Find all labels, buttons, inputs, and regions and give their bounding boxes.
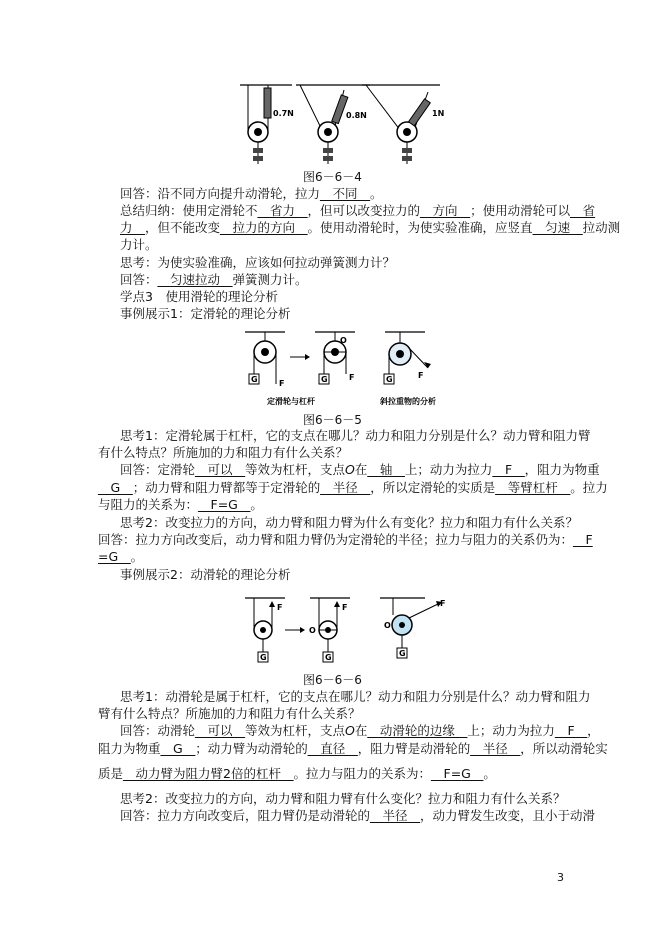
- answer-line-2: [120, 272, 308, 288]
- pivot-symbol: O: [345, 462, 355, 477]
- fig3-g-2: G: [325, 653, 332, 662]
- answer-blank: __动力臂为阻力臂2倍的杠杆__: [123, 766, 294, 781]
- text: 。拉力: [570, 480, 608, 495]
- pivot-symbol: O: [345, 723, 355, 738]
- answer-blank: __G__: [160, 741, 196, 756]
- text: ，: [587, 723, 600, 738]
- fig3-f-2: F: [342, 603, 348, 612]
- think2b-line: 思考2：改变拉力的方向，动力臂和阻力臂有什么变化？拉力和阻力有什么关系？: [120, 791, 566, 806]
- answer-blank: __轴__: [367, 462, 405, 477]
- fig2-f-1: F: [279, 379, 285, 388]
- page-number: 3: [557, 871, 564, 884]
- example-heading-2: 事例展示2：动滑轮的理论分析: [120, 567, 291, 582]
- fig2-f-3: F: [418, 371, 424, 380]
- answer-blank: __可以__: [195, 723, 246, 738]
- text: ，但可以改变拉力的: [307, 203, 421, 218]
- fig3-g-1: G: [260, 653, 267, 662]
- text: 与阻力的关系为：: [98, 497, 199, 512]
- text: 弹簧测力计。: [232, 272, 308, 287]
- text: 。拉力与阻力的关系为：: [293, 766, 431, 781]
- section-heading: 学点3 使用滑轮的理论分析: [120, 289, 278, 304]
- summary-line-3: 力计。: [120, 237, 158, 252]
- figure-6-6-6-caption: 图6－6－6: [303, 673, 362, 687]
- answer-blank: __半径__: [320, 480, 371, 495]
- figure-6-6-5-caption: 图6－6－5: [303, 413, 362, 427]
- answer-line: [120, 186, 383, 202]
- text: 在: [354, 723, 368, 738]
- answer-blank: __F__: [492, 462, 525, 477]
- answer-blank: __F__: [554, 723, 588, 738]
- text: ，动力臂发生改变，且小于动滑: [420, 808, 596, 823]
- answer-line-8: [120, 723, 600, 739]
- text: 上；动力为拉力: [467, 723, 555, 738]
- text: ，阻力为物重: [524, 462, 600, 477]
- text: ；动力臂和阻力臂都等于定滑轮的: [132, 480, 321, 495]
- answer-blank: 力__: [120, 220, 146, 235]
- fig2-label-right: 斜拉重物的分析: [380, 397, 436, 406]
- text: 在: [354, 462, 368, 477]
- text: 回答：拉力方向改变后，动力臂和阻力臂仍为定滑轮的半径；拉力与阻力的关系仍为：: [98, 532, 574, 547]
- text: 。使用动滑轮时，为使实验准确，应竖直: [307, 220, 533, 235]
- fig2-f-2: F: [349, 373, 355, 382]
- fig2-label-left: 定滑轮与杠杆: [267, 397, 315, 406]
- text: ，阻力臂是动滑轮的: [357, 741, 471, 756]
- fig3-o-1: O: [309, 626, 316, 635]
- figure-6-6-4-caption: 图6－6－4: [303, 170, 362, 184]
- text: 回答：沿不同方向提升动滑轮，拉力: [120, 186, 321, 201]
- answer-blank: __可以__: [195, 462, 246, 477]
- fig3-f-3: F: [440, 599, 446, 608]
- fig1-label-2: 0.8N: [346, 111, 367, 120]
- text: ；动力臂为动滑轮的: [195, 741, 308, 756]
- answer-line-3: [120, 462, 600, 478]
- figure-6-6-4: [0, 0, 661, 170]
- answer-blank: __省力__: [257, 203, 308, 218]
- answer-line-6: [98, 532, 593, 548]
- fig3-o-2: O: [384, 621, 391, 630]
- answer-blank: __半径__: [470, 741, 521, 756]
- fig2-g-2: G: [321, 375, 328, 384]
- think1b-line-2: 臂有什么特点？所施加的力和阻力有什么关系？: [98, 706, 361, 721]
- text: 等效为杠杆，支点: [245, 723, 346, 738]
- answer-blank: __F=G__: [198, 497, 251, 512]
- text: 阻力为物重: [98, 741, 161, 756]
- answer-line-11: [120, 808, 595, 824]
- answer-blank: __F=: [431, 766, 462, 781]
- answer-blank: =G__: [98, 549, 131, 564]
- text: ，所以动滑轮实: [520, 741, 608, 756]
- answer-line-5: [98, 497, 263, 513]
- think-line: 思考：为使实验准确，应该如何拉动弹簧测力计？: [120, 255, 396, 270]
- answer-blank: __拉力的方向__: [220, 220, 308, 235]
- text: ；使用动滑轮可以: [470, 203, 571, 218]
- answer-blank: __匀速__: [532, 220, 583, 235]
- think2-line: 思考2：改变拉力的方向，动力臂和阻力臂为什么有变化？拉力和阻力有什么关系？: [120, 515, 578, 530]
- answer-blank: __省: [570, 203, 596, 218]
- fig1-label-1: 0.7N: [273, 109, 294, 118]
- think1-line-1: 思考1：定滑轮属于杠杆，它的支点在哪儿？动力和阻力分别是什么？动力臂和阻力臂: [120, 428, 591, 443]
- think1-line-2: 有什么特点？所施加的力和阻力有什么关系？: [98, 445, 349, 460]
- answer-line-10: [98, 766, 496, 782]
- fig2-g-3: G: [386, 375, 393, 384]
- text: 总结归纳：使用定滑轮不: [120, 203, 258, 218]
- text: 。: [130, 549, 144, 564]
- text: 回答：定滑轮: [120, 462, 196, 477]
- fig3-f-1: F: [277, 603, 283, 612]
- fig3-g-3: G: [399, 649, 406, 658]
- text: 上；动力为拉力: [404, 462, 493, 477]
- figure-6-6-5: [0, 320, 661, 420]
- text: 回答：: [120, 272, 158, 287]
- summary-line-2: [120, 220, 620, 236]
- text: 回答：拉力方向改变后，阻力臂仍是动滑轮的: [120, 808, 371, 823]
- text: 拉动测: [582, 220, 621, 235]
- example-heading-1: 事例展示1：定滑轮的理论分析: [120, 306, 291, 321]
- text: 质是: [98, 766, 124, 781]
- text: 。: [483, 766, 496, 781]
- answer-blank: __不同__: [320, 186, 371, 201]
- text: 。: [250, 497, 263, 512]
- answer-blank: G__: [461, 766, 484, 781]
- answer-blank: __动滑轮的边缘__: [367, 723, 468, 738]
- answer-blank: __F: [573, 532, 593, 547]
- text: ，所以定滑轮的实质是: [370, 480, 496, 495]
- answer-blank: __G__: [98, 480, 133, 495]
- fig1-label-3: 1N: [432, 109, 445, 118]
- answer-blank: __直径__: [307, 741, 358, 756]
- answer-blank: __匀速拉动__: [157, 272, 233, 287]
- text: 。: [370, 186, 383, 201]
- text: 等效为杠杆，支点: [245, 462, 346, 477]
- fig2-o-1: O: [340, 336, 347, 345]
- answer-blank: __等臂杠杆__: [495, 480, 571, 495]
- answer-blank: __半径__: [370, 808, 421, 823]
- answer-blank: __方向__: [420, 203, 471, 218]
- think1b-line-1: 思考1：动滑轮是属于杠杆，它的支点在哪儿？动力和阻力分别是什么？动力臂和阻力: [120, 689, 591, 704]
- figure-6-6-6: [0, 585, 661, 675]
- answer-line-7: [98, 549, 143, 565]
- text: ，但不能改变: [145, 220, 221, 235]
- text: 回答：动滑轮: [120, 723, 196, 738]
- answer-line-4: [98, 480, 608, 496]
- fig2-g-1: G: [251, 375, 258, 384]
- summary-line-1: [120, 203, 595, 219]
- answer-line-9: [98, 741, 608, 757]
